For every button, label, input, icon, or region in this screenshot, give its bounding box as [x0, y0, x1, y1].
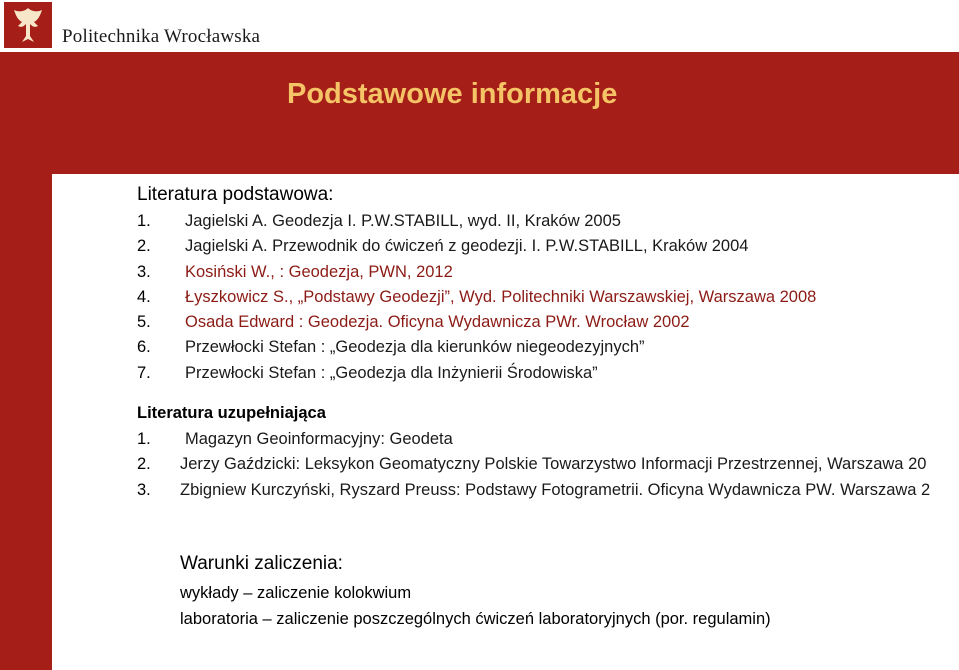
list-item — [137, 288, 959, 313]
list-number: 3. — [137, 480, 151, 499]
list-text: Jagielski A. Przewodnik do ćwiczeń z geodezji. I. P.W.STABILL, Kraków 2004 — [185, 237, 749, 256]
list-text: Osada Edward : Geodezja. Oficyna Wydawnicza PWr. Wrocław 2002 — [185, 313, 690, 332]
list-number: 4. — [137, 287, 151, 306]
slide-title: Podstawowe informacje — [287, 78, 618, 110]
slide-content — [137, 184, 959, 506]
list-text: Kosiński W., : Geodezja, PWN, 2012 — [185, 262, 453, 281]
list-text: Zbigniew Kurczyński, Ryszard Preuss: Podstawy Fotogrametrii. Oficyna Wydawnicza PW. Warszawa 2 — [180, 480, 931, 499]
header-bar — [0, 0, 959, 52]
warunki-line: wykłady – zaliczenie kolokwium — [180, 584, 412, 602]
warunki-zaliczenia — [180, 553, 771, 636]
warunki-line: laboratoria – zaliczenie poszczególnych ćwiczeń laboratoryjnych (por. regulamin) — [180, 610, 771, 628]
literatura-podstawowa-label: Literatura podstawowa — [137, 184, 329, 205]
literatura-podstawowa-heading — [137, 184, 959, 206]
list-number: 2. — [137, 455, 151, 474]
left-accent-band — [0, 174, 52, 670]
eagle-crest-icon — [4, 2, 52, 48]
list-item — [137, 237, 959, 262]
list-number: 3. — [137, 262, 151, 281]
list-number: 1. — [137, 430, 151, 449]
list-item — [137, 263, 959, 288]
list-text: Jagielski A. Geodezja I. P.W.STABILL, wyd. II, Kraków 2005 — [185, 212, 621, 230]
list-number: 6. — [137, 338, 151, 357]
list-number: 5. — [137, 313, 151, 332]
list-number: 2. — [137, 237, 151, 256]
list-item — [137, 364, 959, 389]
list-text: Przewłocki Stefan : „Geodezja dla Inżynierii Środowiska” — [185, 363, 598, 382]
list-number: 1. — [137, 212, 151, 230]
warunki-heading: Warunki zaliczenia: — [180, 553, 343, 574]
list-text: Przewłocki Stefan : „Geodezja dla kierunków niegeodezyjnych” — [185, 338, 645, 357]
list-text: Łyszkowicz S., „Podstawy Geodezji”, Wyd. Politechniki Warszawskiej, Warszawa 2008 — [185, 287, 817, 306]
list-item — [137, 455, 959, 480]
list-item — [137, 338, 959, 363]
brand-name: Politechnika Wrocławska — [62, 26, 261, 47]
literatura-uzupelniajaca-heading: Literatura uzupełniająca — [137, 404, 326, 423]
list-item — [137, 212, 959, 237]
list-number: 7. — [137, 363, 151, 382]
list-text: Magazyn Geoinformacyjny: Geodeta — [185, 430, 453, 449]
list-item — [137, 430, 959, 455]
list-item — [137, 313, 959, 338]
heading-colon: : — [328, 184, 334, 205]
list-text: Jerzy Gaździcki: Leksykon Geomatyczny Polskie Towarzystwo Informacji Przestrzennej, Warszawa 20 — [180, 455, 927, 474]
list-item — [137, 481, 959, 506]
title-banner — [0, 52, 959, 174]
